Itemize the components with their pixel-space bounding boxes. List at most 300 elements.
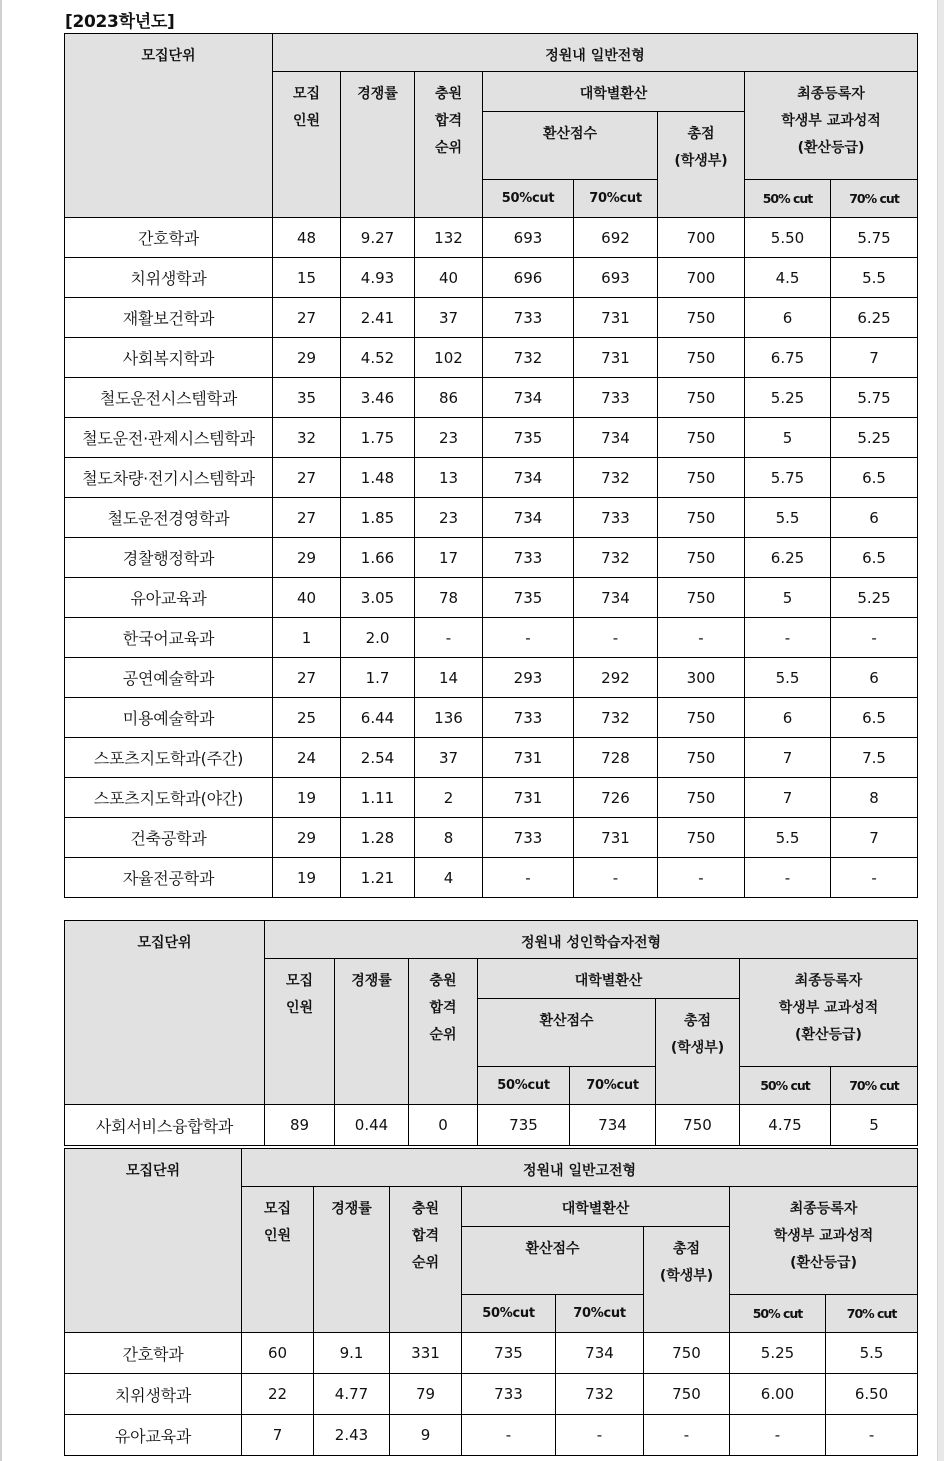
score-50cut-cell: 734 bbox=[483, 378, 574, 418]
waitlist-rank-cell: 37 bbox=[415, 298, 483, 338]
grade-70cut-cell: 5.25 bbox=[831, 418, 918, 458]
header-converted-score-label-line: 환산점수 bbox=[525, 1241, 580, 1257]
waitlist-rank-cell: 79 bbox=[390, 1374, 462, 1415]
header-univ-conversion bbox=[483, 72, 745, 112]
header-recruit-count bbox=[242, 1187, 314, 1333]
grade-70cut-cell: 8 bbox=[831, 778, 918, 818]
header-track-label-line: 정원내 일반전형 bbox=[545, 48, 645, 64]
admission-table-adult-learner bbox=[64, 920, 918, 1146]
header-unit-label bbox=[65, 1149, 241, 1185]
recruit-count-cell: 48 bbox=[273, 218, 341, 258]
score-70cut-cell: - bbox=[556, 1415, 644, 1456]
header-unit-label-line: 모집단위 bbox=[125, 1163, 181, 1179]
grade-50cut-cell: 6 bbox=[745, 298, 831, 338]
header-grade-50cut: 50% cut bbox=[745, 180, 831, 218]
department-cell: 경찰행정학과 bbox=[65, 538, 273, 578]
header-total-score-label-line: 총점 bbox=[683, 1013, 712, 1029]
header-score-70cut: 70%cut bbox=[570, 1067, 656, 1105]
header-waitlist bbox=[409, 959, 478, 1105]
grade-70cut-cell: 6.25 bbox=[831, 298, 918, 338]
score-50cut-cell: 731 bbox=[483, 738, 574, 778]
header-waitlist-label-line: 순위 bbox=[411, 1255, 440, 1271]
competition-rate-cell: 1.66 bbox=[341, 538, 415, 578]
header-recruit-count bbox=[265, 959, 335, 1105]
waitlist-rank-cell: 23 bbox=[415, 498, 483, 538]
header-total-score-label-line: (학생부) bbox=[670, 1040, 725, 1056]
grade-70cut-cell: 7.5 bbox=[831, 738, 918, 778]
total-score-cell: 750 bbox=[644, 1374, 730, 1415]
score-50cut-cell: 733 bbox=[462, 1374, 556, 1415]
score-70cut-cell: 734 bbox=[570, 1105, 656, 1146]
header-final-registrant bbox=[745, 72, 918, 180]
header-unit-label bbox=[65, 921, 264, 957]
header-total-score bbox=[644, 1227, 730, 1333]
department-cell: 치위생학과 bbox=[65, 258, 273, 298]
header-track-label-line: 정원내 성인학습자전형 bbox=[520, 935, 662, 951]
header-converted-score bbox=[462, 1227, 644, 1295]
total-score-cell: 750 bbox=[658, 698, 745, 738]
waitlist-rank-cell: 331 bbox=[390, 1333, 462, 1374]
recruit-count-cell: 40 bbox=[273, 578, 341, 618]
department-cell: 스포츠지도학과(주간) bbox=[65, 738, 273, 778]
competition-rate-cell: 4.52 bbox=[341, 338, 415, 378]
total-score-cell: 750 bbox=[658, 458, 745, 498]
header-univ-conversion-label bbox=[462, 1187, 729, 1223]
header-final-registrant-label-line: 학생부 교과성적 bbox=[773, 1228, 874, 1244]
grade-70cut-cell: 6.5 bbox=[831, 458, 918, 498]
grade-50cut-cell: 5.50 bbox=[745, 218, 831, 258]
header-final-registrant-label bbox=[740, 959, 917, 1049]
header-total-score-label-line: (학생부) bbox=[674, 153, 728, 169]
recruit-count-cell: 32 bbox=[273, 418, 341, 458]
header-track-label-line: 정원내 일반고전형 bbox=[523, 1163, 637, 1179]
header-final-registrant-label bbox=[730, 1187, 917, 1277]
grade-70cut-cell: 5 bbox=[831, 1105, 918, 1146]
score-50cut-cell: - bbox=[483, 618, 574, 658]
table-row bbox=[65, 258, 918, 298]
department-cell: 공연예술학과 bbox=[65, 658, 273, 698]
window-left-edge bbox=[0, 0, 2, 1461]
recruit-count-cell: 29 bbox=[273, 338, 341, 378]
competition-rate-cell: 3.46 bbox=[341, 378, 415, 418]
department-cell: 철도차량·전기시스템학과 bbox=[65, 458, 273, 498]
grade-70cut-cell: 5.25 bbox=[831, 578, 918, 618]
header-track bbox=[265, 921, 918, 959]
table-row bbox=[65, 618, 918, 658]
grade-70cut-cell: 5.75 bbox=[831, 218, 918, 258]
header-total-score bbox=[656, 999, 740, 1105]
recruit-count-cell: 60 bbox=[242, 1333, 314, 1374]
grade-70cut-cell: 6.50 bbox=[826, 1374, 918, 1415]
grade-50cut-cell: 5.25 bbox=[730, 1333, 826, 1374]
header-grade-70cut: 70% cut bbox=[831, 1067, 918, 1105]
grade-70cut-cell: 7 bbox=[831, 338, 918, 378]
grade-50cut-cell: 5 bbox=[745, 578, 831, 618]
total-score-cell: 750 bbox=[658, 578, 745, 618]
header-track-label bbox=[242, 1149, 917, 1185]
waitlist-rank-cell: 17 bbox=[415, 538, 483, 578]
score-70cut-cell: 693 bbox=[574, 258, 658, 298]
score-70cut-cell: 731 bbox=[574, 298, 658, 338]
department-cell: 철도운전시스템학과 bbox=[65, 378, 273, 418]
department-cell: 유아교육과 bbox=[65, 1415, 242, 1456]
grade-50cut-cell: 7 bbox=[745, 738, 831, 778]
header-total-score-label-line: 총점 bbox=[687, 126, 715, 142]
competition-rate-cell: 1.48 bbox=[341, 458, 415, 498]
recruit-count-cell: 27 bbox=[273, 658, 341, 698]
header-converted-score bbox=[478, 999, 656, 1067]
score-50cut-cell: 732 bbox=[483, 338, 574, 378]
total-score-cell: 750 bbox=[658, 498, 745, 538]
header-row-track bbox=[65, 1149, 918, 1187]
admission-table-general bbox=[64, 33, 918, 898]
header-total-score bbox=[658, 112, 745, 218]
page-title: [2023학년도] bbox=[65, 12, 175, 32]
score-50cut-cell: 733 bbox=[483, 298, 574, 338]
grade-50cut-cell: 5.5 bbox=[745, 658, 831, 698]
waitlist-rank-cell: 9 bbox=[390, 1415, 462, 1456]
recruit-count-cell: 22 bbox=[242, 1374, 314, 1415]
header-score-70cut: 70%cut bbox=[574, 180, 658, 218]
header-recruit-count-label-line: 모집 bbox=[292, 86, 321, 102]
competition-rate-cell: 2.41 bbox=[341, 298, 415, 338]
header-univ-conversion bbox=[462, 1187, 730, 1227]
department-cell: 치위생학과 bbox=[65, 1374, 242, 1415]
recruit-count-cell: 29 bbox=[273, 818, 341, 858]
competition-rate-cell: 1.28 bbox=[341, 818, 415, 858]
grade-50cut-cell: 5 bbox=[745, 418, 831, 458]
department-cell: 사회서비스융합학과 bbox=[65, 1105, 265, 1146]
department-cell: 간호학과 bbox=[65, 218, 273, 258]
score-70cut-cell: 733 bbox=[574, 378, 658, 418]
header-converted-score-label bbox=[478, 999, 655, 1035]
grade-70cut-cell: 5.5 bbox=[831, 258, 918, 298]
score-70cut-cell: 734 bbox=[574, 578, 658, 618]
department-cell: 사회복지학과 bbox=[65, 338, 273, 378]
score-50cut-cell: 293 bbox=[483, 658, 574, 698]
grade-50cut-cell: 4.75 bbox=[740, 1105, 831, 1146]
score-70cut-cell: 733 bbox=[574, 498, 658, 538]
header-univ-conversion-label-line: 대학별환산 bbox=[579, 86, 648, 102]
header-grade-70cut: 70% cut bbox=[826, 1295, 918, 1333]
total-score-cell: - bbox=[644, 1415, 730, 1456]
score-70cut-cell: 692 bbox=[574, 218, 658, 258]
competition-rate-cell: 1.7 bbox=[341, 658, 415, 698]
score-50cut-cell: 733 bbox=[483, 698, 574, 738]
table-row bbox=[65, 698, 918, 738]
header-univ-conversion bbox=[478, 959, 740, 999]
competition-rate-cell: 9.27 bbox=[341, 218, 415, 258]
header-final-registrant-label-line: (환산등급) bbox=[795, 1027, 862, 1043]
header-final-registrant bbox=[730, 1187, 918, 1295]
header-waitlist-label-line: 합격 bbox=[429, 1000, 457, 1016]
header-competition-label bbox=[314, 1187, 389, 1223]
header-unit-label-line: 모집단위 bbox=[137, 935, 192, 951]
total-score-cell: 300 bbox=[658, 658, 745, 698]
waitlist-rank-cell: 40 bbox=[415, 258, 483, 298]
waitlist-rank-cell: 14 bbox=[415, 658, 483, 698]
department-cell: 한국어교육과 bbox=[65, 618, 273, 658]
competition-rate-cell: 2.0 bbox=[341, 618, 415, 658]
department-cell: 철도운전경영학과 bbox=[65, 498, 273, 538]
header-unit-label bbox=[65, 34, 272, 70]
header-recruit-count-label bbox=[242, 1187, 313, 1250]
header-waitlist-label bbox=[390, 1187, 461, 1277]
score-50cut-cell: 733 bbox=[483, 538, 574, 578]
department-cell: 건축공학과 bbox=[65, 818, 273, 858]
waitlist-rank-cell: - bbox=[415, 618, 483, 658]
department-cell: 미용예술학과 bbox=[65, 698, 273, 738]
header-total-score-label bbox=[656, 999, 739, 1062]
header-grade-50cut: 50% cut bbox=[730, 1295, 826, 1333]
header-waitlist-label-line: 합격 bbox=[434, 113, 463, 129]
header-univ-conversion-label bbox=[478, 959, 739, 995]
header-score-70cut: 70%cut bbox=[556, 1295, 644, 1333]
header-converted-score-label-line: 환산점수 bbox=[542, 126, 598, 142]
header-recruit-count-label bbox=[273, 72, 340, 135]
recruit-count-cell: 15 bbox=[273, 258, 341, 298]
score-50cut-cell: 693 bbox=[483, 218, 574, 258]
waitlist-rank-cell: 78 bbox=[415, 578, 483, 618]
grade-50cut-cell: - bbox=[745, 858, 831, 898]
header-converted-score-label bbox=[462, 1227, 643, 1263]
score-70cut-cell: 728 bbox=[574, 738, 658, 778]
score-70cut-cell: 734 bbox=[574, 418, 658, 458]
score-50cut-cell: 735 bbox=[483, 418, 574, 458]
competition-rate-cell: 2.43 bbox=[314, 1415, 390, 1456]
header-score-50cut: 50%cut bbox=[478, 1067, 570, 1105]
waitlist-rank-cell: 132 bbox=[415, 218, 483, 258]
competition-rate-cell: 9.1 bbox=[314, 1333, 390, 1374]
table-row bbox=[65, 338, 918, 378]
header-unit-label-line: 모집단위 bbox=[141, 48, 196, 64]
score-70cut-cell: 731 bbox=[574, 338, 658, 378]
header-recruit-count-label-line: 인원 bbox=[263, 1228, 292, 1244]
header-score-50cut: 50%cut bbox=[483, 180, 574, 218]
score-50cut-cell: 735 bbox=[483, 578, 574, 618]
header-waitlist-label bbox=[415, 72, 482, 162]
header-track bbox=[242, 1149, 918, 1187]
recruit-count-cell: 19 bbox=[273, 858, 341, 898]
grade-70cut-cell: - bbox=[831, 858, 918, 898]
header-waitlist-label-line: 순위 bbox=[429, 1027, 457, 1043]
grade-70cut-cell: 6.5 bbox=[831, 698, 918, 738]
department-cell: 유아교육과 bbox=[65, 578, 273, 618]
waitlist-rank-cell: 86 bbox=[415, 378, 483, 418]
header-waitlist bbox=[390, 1187, 462, 1333]
table-row bbox=[65, 818, 918, 858]
score-50cut-cell: - bbox=[462, 1415, 556, 1456]
header-grade-70cut: 70% cut bbox=[831, 180, 918, 218]
header-waitlist bbox=[415, 72, 483, 218]
competition-rate-cell: 1.21 bbox=[341, 858, 415, 898]
waitlist-rank-cell: 8 bbox=[415, 818, 483, 858]
header-total-score-label-line: 총점 bbox=[672, 1241, 701, 1257]
grade-70cut-cell: - bbox=[831, 618, 918, 658]
table-row bbox=[65, 1105, 918, 1146]
grade-50cut-cell: - bbox=[745, 618, 831, 658]
grade-50cut-cell: 6.75 bbox=[745, 338, 831, 378]
header-competition bbox=[341, 72, 415, 218]
competition-rate-cell: 1.85 bbox=[341, 498, 415, 538]
header-waitlist-label-line: 충원 bbox=[411, 1201, 440, 1217]
score-70cut-cell: 734 bbox=[556, 1333, 644, 1374]
grade-70cut-cell: 6.5 bbox=[831, 538, 918, 578]
grade-70cut-cell: 6 bbox=[831, 498, 918, 538]
table-row bbox=[65, 378, 918, 418]
header-competition-label bbox=[341, 72, 414, 108]
header-total-score-label-line: (학생부) bbox=[659, 1268, 714, 1284]
waitlist-rank-cell: 37 bbox=[415, 738, 483, 778]
score-50cut-cell: 731 bbox=[483, 778, 574, 818]
table-row bbox=[65, 458, 918, 498]
recruit-count-cell: 24 bbox=[273, 738, 341, 778]
table-row bbox=[65, 578, 918, 618]
department-cell: 자율전공학과 bbox=[65, 858, 273, 898]
grade-70cut-cell: - bbox=[826, 1415, 918, 1456]
header-univ-conversion-label-line: 대학별환산 bbox=[561, 1201, 630, 1217]
score-70cut-cell: 731 bbox=[574, 818, 658, 858]
table-row bbox=[65, 858, 918, 898]
grade-70cut-cell: 5.75 bbox=[831, 378, 918, 418]
score-70cut-cell: - bbox=[574, 618, 658, 658]
competition-rate-cell: 1.75 bbox=[341, 418, 415, 458]
header-waitlist-label-line: 충원 bbox=[429, 973, 457, 989]
header-unit bbox=[65, 1149, 242, 1333]
score-70cut-cell: 726 bbox=[574, 778, 658, 818]
total-score-cell: 750 bbox=[658, 418, 745, 458]
header-waitlist-label-line: 순위 bbox=[434, 140, 463, 156]
score-70cut-cell: 292 bbox=[574, 658, 658, 698]
header-competition-label-line: 경쟁률 bbox=[357, 86, 398, 102]
header-unit bbox=[65, 921, 265, 1105]
total-score-cell: - bbox=[658, 618, 745, 658]
competition-rate-cell: 6.44 bbox=[341, 698, 415, 738]
table-row bbox=[65, 738, 918, 778]
grade-50cut-cell: 5.75 bbox=[745, 458, 831, 498]
header-recruit-count-label-line: 인원 bbox=[285, 1000, 314, 1016]
total-score-cell: 750 bbox=[658, 818, 745, 858]
table-row bbox=[65, 778, 918, 818]
grade-50cut-cell: - bbox=[730, 1415, 826, 1456]
table-row bbox=[65, 538, 918, 578]
recruit-count-cell: 89 bbox=[265, 1105, 335, 1146]
header-final-registrant-label-line: 최종등록자 bbox=[797, 86, 865, 102]
header-univ-conversion-label bbox=[483, 72, 744, 108]
header-converted-score-label bbox=[483, 112, 657, 148]
recruit-count-cell: 19 bbox=[273, 778, 341, 818]
recruit-count-cell: 7 bbox=[242, 1415, 314, 1456]
table-row bbox=[65, 418, 918, 458]
header-score-50cut: 50%cut bbox=[462, 1295, 556, 1333]
header-competition bbox=[314, 1187, 390, 1333]
grade-50cut-cell: 4.5 bbox=[745, 258, 831, 298]
recruit-count-cell: 25 bbox=[273, 698, 341, 738]
header-recruit-count-label-line: 인원 bbox=[292, 113, 321, 129]
header-final-registrant-label-line: (환산등급) bbox=[797, 140, 865, 156]
score-50cut-cell: 696 bbox=[483, 258, 574, 298]
score-70cut-cell: 732 bbox=[574, 698, 658, 738]
competition-rate-cell: 0.44 bbox=[335, 1105, 409, 1146]
header-converted-score bbox=[483, 112, 658, 180]
waitlist-rank-cell: 0 bbox=[409, 1105, 478, 1146]
header-row-track bbox=[65, 34, 918, 72]
waitlist-rank-cell: 102 bbox=[415, 338, 483, 378]
department-cell: 철도운전·관제시스템학과 bbox=[65, 418, 273, 458]
header-univ-conversion-label-line: 대학별환산 bbox=[574, 973, 643, 989]
header-waitlist-label-line: 충원 bbox=[434, 86, 463, 102]
table-row bbox=[65, 1374, 918, 1415]
waitlist-rank-cell: 4 bbox=[415, 858, 483, 898]
competition-rate-cell: 3.05 bbox=[341, 578, 415, 618]
header-competition-label bbox=[335, 959, 408, 995]
header-final-registrant bbox=[740, 959, 918, 1067]
grade-50cut-cell: 6.25 bbox=[745, 538, 831, 578]
total-score-cell: 750 bbox=[658, 778, 745, 818]
grade-50cut-cell: 6 bbox=[745, 698, 831, 738]
header-row-track bbox=[65, 921, 918, 959]
score-50cut-cell: 735 bbox=[478, 1105, 570, 1146]
total-score-cell: - bbox=[658, 858, 745, 898]
header-unit bbox=[65, 34, 273, 218]
header-total-score-label bbox=[658, 112, 744, 175]
header-competition-label-line: 경쟁률 bbox=[351, 973, 392, 989]
grade-50cut-cell: 7 bbox=[745, 778, 831, 818]
competition-rate-cell: 4.93 bbox=[341, 258, 415, 298]
score-70cut-cell: 732 bbox=[556, 1374, 644, 1415]
waitlist-rank-cell: 2 bbox=[415, 778, 483, 818]
department-cell: 재활보건학과 bbox=[65, 298, 273, 338]
total-score-cell: 700 bbox=[658, 218, 745, 258]
header-total-score-label bbox=[644, 1227, 729, 1290]
header-track bbox=[273, 34, 918, 72]
recruit-count-cell: 1 bbox=[273, 618, 341, 658]
header-converted-score-label-line: 환산점수 bbox=[539, 1013, 594, 1029]
waitlist-rank-cell: 136 bbox=[415, 698, 483, 738]
header-track-label bbox=[273, 34, 917, 70]
recruit-count-cell: 35 bbox=[273, 378, 341, 418]
grade-50cut-cell: 5.5 bbox=[745, 498, 831, 538]
table-row bbox=[65, 498, 918, 538]
score-70cut-cell: 732 bbox=[574, 538, 658, 578]
table-row bbox=[65, 218, 918, 258]
score-50cut-cell: 733 bbox=[483, 818, 574, 858]
total-score-cell: 700 bbox=[658, 258, 745, 298]
header-waitlist-label bbox=[409, 959, 477, 1049]
grade-50cut-cell: 5.25 bbox=[745, 378, 831, 418]
header-final-registrant-label-line: 학생부 교과성적 bbox=[781, 113, 881, 129]
total-score-cell: 750 bbox=[658, 338, 745, 378]
admission-table-general-high-school bbox=[64, 1148, 918, 1456]
header-recruit-count-label-line: 모집 bbox=[285, 973, 314, 989]
score-70cut-cell: - bbox=[574, 858, 658, 898]
competition-rate-cell: 2.54 bbox=[341, 738, 415, 778]
header-waitlist-label-line: 합격 bbox=[411, 1228, 440, 1244]
header-competition-label-line: 경쟁률 bbox=[331, 1201, 372, 1217]
waitlist-rank-cell: 23 bbox=[415, 418, 483, 458]
header-recruit-count bbox=[273, 72, 341, 218]
grade-70cut-cell: 6 bbox=[831, 658, 918, 698]
grade-70cut-cell: 7 bbox=[831, 818, 918, 858]
header-final-registrant-label bbox=[745, 72, 917, 162]
department-cell: 간호학과 bbox=[65, 1333, 242, 1374]
total-score-cell: 750 bbox=[644, 1333, 730, 1374]
table-row bbox=[65, 1333, 918, 1374]
recruit-count-cell: 27 bbox=[273, 458, 341, 498]
total-score-cell: 750 bbox=[658, 538, 745, 578]
vertical-scrollbar[interactable] bbox=[937, 0, 944, 1461]
total-score-cell: 750 bbox=[658, 378, 745, 418]
